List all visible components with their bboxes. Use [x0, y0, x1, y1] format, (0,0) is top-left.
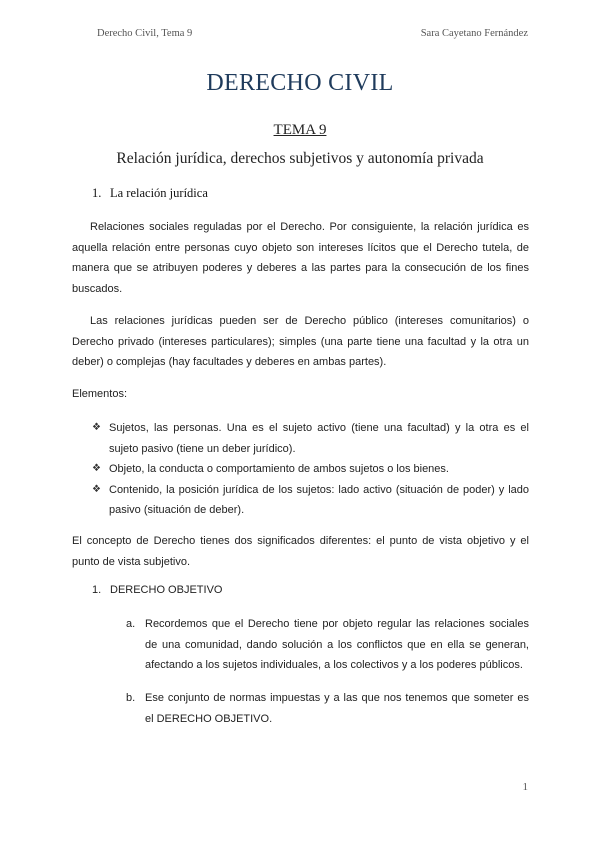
list-item: [92, 480, 529, 521]
alpha-text: Ese conjunto de normas impuestas y a las que nos tenemos que someter es el DERECHO OBJETIVO.: [145, 692, 529, 725]
diamond-bullet-icon: ❖: [92, 483, 101, 495]
numbered-heading: [92, 584, 222, 596]
elements-label: Elementos:: [72, 388, 128, 400]
alpha-label: b.: [126, 692, 136, 704]
section-heading: [92, 186, 208, 201]
section-number: 1.: [92, 186, 102, 200]
page-number: 1: [522, 781, 528, 793]
paragraph: Las relaciones jurídicas pueden ser de Derecho público (intereses comunitarios) o Derecho privado (intereses particulares); simples (una parte tiene una facultad y la otra un deber) o complejas (hay facultades y deberes en ambas partes).: [72, 315, 529, 368]
list-item-text: Contenido, la posición jurídica de los sujetos: lado activo (situación de poder) y lado pasivo (situación de deber).: [109, 483, 529, 516]
header-right: Sara Cayetano Fernández: [420, 28, 528, 39]
numbered-heading-label: DERECHO OBJETIVO: [110, 584, 223, 596]
list-item-text: Objeto, la conducta o comportamiento de ambos sujetos o los bienes.: [109, 463, 449, 475]
diamond-bullet-icon: ❖: [92, 422, 101, 433]
alpha-text: Recordemos que el Derecho tiene por objeto regular las relaciones sociales de una comunidad, dando solución a los conflictos que en ella se generan, afectando a los sujetos individuales, a los colectivos y a los poderes públicos.: [145, 618, 529, 671]
alpha-label: a.: [126, 618, 136, 630]
elements-list: [92, 418, 529, 521]
alpha-item: [126, 614, 529, 676]
tema-heading: TEMA 9: [273, 122, 327, 138]
list-item-text: Sujetos, las personas. Una es el sujeto activo (tiene una facultad) y la otra es el sujeto pasivo (tiene un deber jurídico).: [109, 422, 529, 455]
list-item: [92, 418, 529, 459]
list-item: [92, 459, 529, 480]
diamond-bullet-icon: ❖: [92, 463, 101, 474]
paragraph: Relaciones sociales reguladas por el Derecho. Por consiguiente, la relación jurídica es aquella relación entre personas cuyo objeto son intereses lícitos que el Derecho tutela, de manera que se atribuyen poderes y deberes a las partes para la consecución de los fines buscados.: [72, 221, 529, 295]
section-title: La relación jurídica: [110, 186, 208, 200]
numbered-heading-number: 1.: [92, 584, 102, 596]
header-left: Derecho Civil, Tema 9: [97, 28, 193, 39]
alpha-item: [126, 688, 529, 729]
document-subtitle: Relación jurídica, derechos subjetivos y autonomía privada: [116, 150, 484, 167]
document-title: DERECHO CIVIL: [206, 70, 394, 96]
paragraph: El concepto de Derecho tienes dos significados diferentes: el punto de vista objetivo y el punto de vista subjetivo.: [72, 535, 529, 568]
